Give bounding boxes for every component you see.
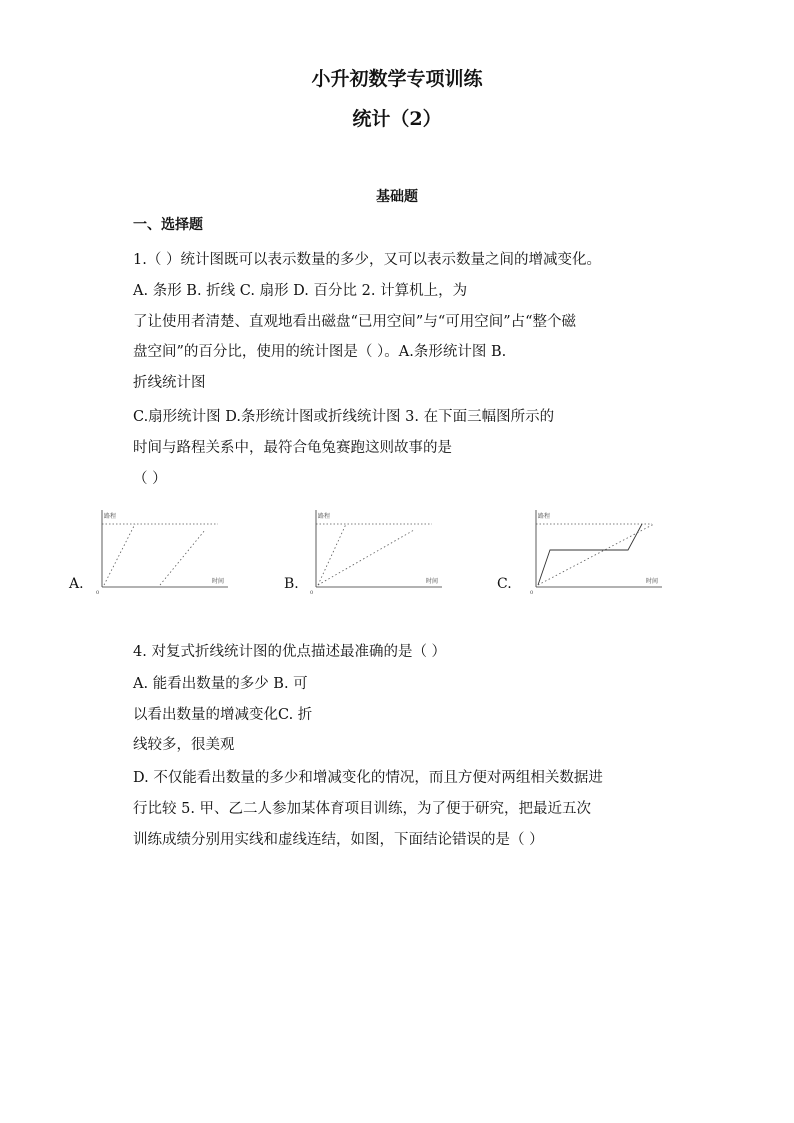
graph-a-label: A. xyxy=(69,576,84,592)
question-line: 以看出数量的增减变化C. 折 xyxy=(133,707,313,723)
question-line: A. 能看出数量的多少 B. 可 xyxy=(133,676,308,692)
graph-a-y-label: 路程 xyxy=(104,513,117,520)
graph-c xyxy=(524,506,669,596)
question-line: D. 不仅能看出数量的多少和增减变化的情况，而且方便对两组相关数据进 xyxy=(133,770,603,786)
graph-a xyxy=(90,506,235,596)
question-line: C.扇形统计图 D.条形统计图或折线统计图 3. 在下面三幅图所示的 xyxy=(133,409,555,425)
part-title: 一、选择题 xyxy=(133,217,203,233)
graph-a-x-label: 时间 xyxy=(212,578,225,585)
graph-c-origin: 0 xyxy=(530,590,534,596)
question-line: 了让使用者清楚、直观地看出磁盘“已用空间”与“可用空间”占“整个磁 xyxy=(133,314,577,330)
question-4-line: 4. 对复式折线统计图的优点描述最准确的是（ ） xyxy=(133,644,447,660)
question-1-line: 1.（ ）统计图既可以表示数量的多少，又可以表示数量之间的增减变化。 xyxy=(133,252,601,268)
question-line: 训练成绩分别用实线和虚线连结，如图，下面结论错误的是（ ） xyxy=(133,832,544,848)
question-line: 行比较 5. 甲、乙二人参加某体育项目训练，为了便于研究，把最近五次 xyxy=(133,801,592,817)
question-line: （ ） xyxy=(133,471,167,487)
question-line: A. 条形 B. 折线 C. 扇形 D. 百分比 2. 计算机上，为 xyxy=(133,283,468,299)
graph-b xyxy=(304,506,449,596)
graph-b-y-label: 路程 xyxy=(318,513,331,520)
question-line: 线较多，很美观 xyxy=(133,737,235,753)
graph-b-x-label: 时间 xyxy=(426,578,439,585)
question-line: 盘空间”的百分比，使用的统计图是（ ）。A.条形统计图 B. xyxy=(133,344,507,360)
section-title: 基础题 xyxy=(376,189,418,205)
graph-b-label: B. xyxy=(284,576,299,592)
question-line: 时间与路程关系中，最符合龟兔赛跑这则故事的是 xyxy=(133,440,452,456)
graph-a-origin: 0 xyxy=(96,590,100,596)
graph-c-y-label: 路程 xyxy=(538,513,551,520)
graph-c-label: C. xyxy=(497,576,512,592)
page-subtitle: 统计（2） xyxy=(352,108,442,130)
graph-b-origin: 0 xyxy=(310,590,314,596)
graph-c-x-label: 时间 xyxy=(646,578,659,585)
page-title: 小升初数学专项训练 xyxy=(311,68,483,90)
question-line: 折线统计图 xyxy=(133,375,206,391)
